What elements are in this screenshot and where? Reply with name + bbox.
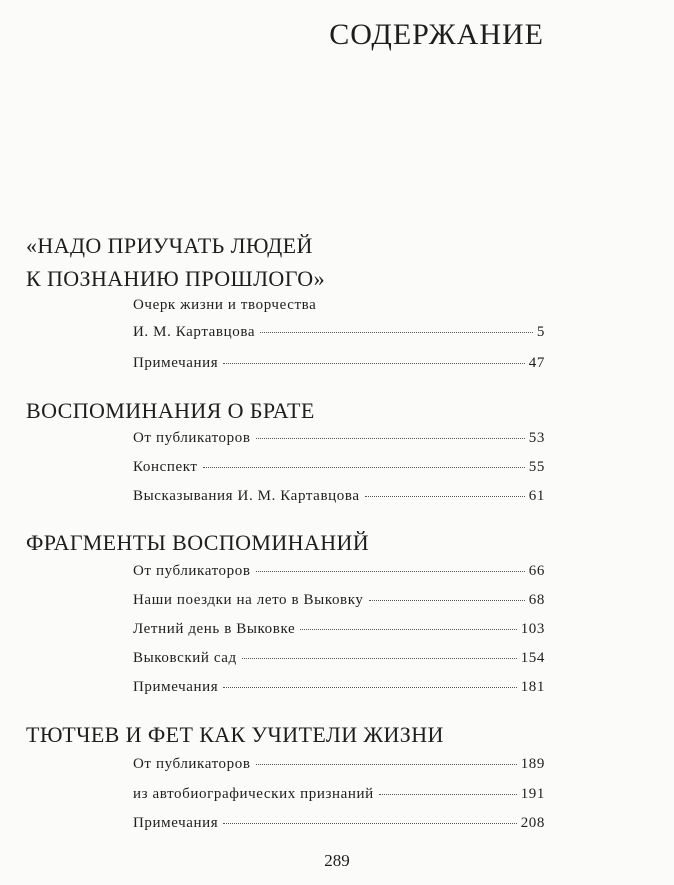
toc-entry[interactable]	[133, 459, 545, 485]
toc-entry[interactable]	[133, 621, 545, 647]
toc-entry-page: 191	[520, 786, 545, 802]
toc-entry-page: 66	[528, 563, 545, 579]
toc-entry-page: 68	[528, 592, 545, 608]
dot-leader	[242, 657, 517, 659]
dot-leader	[223, 362, 525, 364]
toc-entry-page: 154	[520, 650, 545, 666]
dot-leader	[203, 466, 525, 468]
dot-leader	[256, 570, 525, 572]
toc-entry[interactable]	[133, 815, 545, 841]
toc-entry-label: От публикаторов	[133, 563, 251, 579]
toc-entry-label: Высказывания И. М. Картавцова	[133, 488, 360, 504]
section-heading-line: К ПОЗНАНИЮ ПРОШЛОГО»	[26, 266, 325, 291]
dot-leader	[256, 437, 525, 439]
toc-entry[interactable]	[133, 679, 545, 705]
dot-leader	[256, 763, 517, 765]
dot-leader	[260, 331, 533, 333]
dot-leader	[379, 793, 517, 795]
dot-leader	[369, 599, 525, 601]
toc-entry-page: 5	[536, 324, 545, 340]
toc-entry-page: 103	[520, 621, 545, 637]
toc-entry-page: 55	[528, 459, 545, 475]
toc-entry-label: Примечания	[133, 815, 219, 831]
section-heading-line: ФРАГМЕНТЫ ВОСПОМИНАНИЙ	[26, 530, 370, 555]
section-heading-line: ВОСПОМИНАНИЯ О БРАТЕ	[26, 398, 315, 423]
toc-entry[interactable]	[133, 430, 545, 456]
toc-entry-label: Конспект	[133, 459, 198, 475]
page-number: 289	[324, 851, 350, 870]
toc-entry-label: Примечания	[133, 679, 219, 695]
toc-entry-page: 61	[528, 488, 545, 504]
dot-leader	[300, 628, 516, 630]
dot-leader	[223, 686, 516, 688]
toc-entry-page: 47	[528, 355, 545, 371]
toc-entry[interactable]	[133, 786, 545, 812]
toc-entry-page: 189	[520, 756, 545, 772]
toc-entry[interactable]	[133, 324, 545, 350]
toc-entry-label: Выковский сад	[133, 650, 237, 666]
dot-leader	[365, 495, 525, 497]
toc-entry-label: Летний день в Выковке	[133, 621, 296, 637]
toc-entry-page: 53	[528, 430, 545, 446]
toc-entry[interactable]	[133, 355, 545, 381]
toc-entry-label: из автобиографических признаний	[133, 786, 374, 802]
section-heading-line: «НАДО ПРИУЧАТЬ ЛЮДЕЙ	[26, 233, 313, 258]
toc-entry[interactable]	[133, 563, 545, 589]
toc-entry-label: От публикаторов	[133, 756, 251, 772]
section-heading-line: ТЮТЧЕВ И ФЕТ КАК УЧИТЕЛИ ЖИЗНИ	[26, 722, 444, 747]
toc-entry[interactable]	[133, 756, 545, 782]
toc-entry-intro: Очерк жизни и творчества	[133, 297, 317, 313]
page-title: СОДЕРЖАНИЕ	[329, 18, 544, 51]
toc-entry-label: Наши поездки на лето в Выковку	[133, 592, 364, 608]
toc-entry[interactable]	[133, 488, 545, 514]
dot-leader	[223, 822, 516, 824]
toc-entry-label: От публикаторов	[133, 430, 251, 446]
toc-entry-label: Примечания	[133, 355, 219, 371]
toc-entry[interactable]	[133, 650, 545, 676]
toc-entry-page: 181	[520, 679, 545, 695]
toc-entry-page: 208	[520, 815, 545, 831]
toc-entry-label: И. М. Картавцова	[133, 324, 256, 340]
toc-entry[interactable]	[133, 592, 545, 618]
